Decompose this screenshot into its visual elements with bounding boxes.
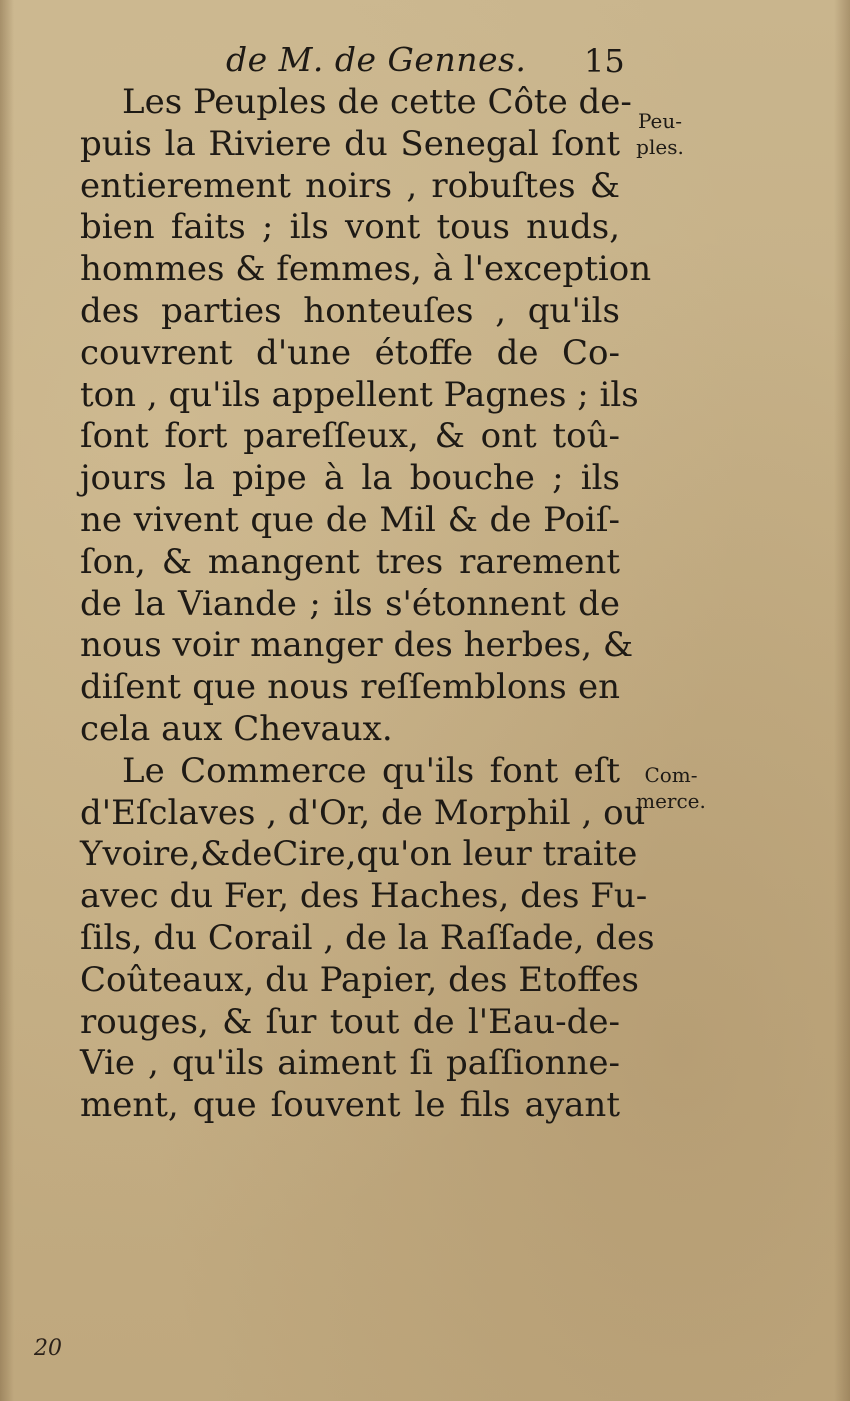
text-line: ment, que ſouvent le fils ayant (80, 1085, 620, 1126)
text-line: entierement noirs , robuſtes & (80, 165, 620, 206)
text-line: Yvoire,&deCire,qu'on leur traite (80, 834, 638, 875)
running-head: de M. de Gennes. (226, 40, 527, 79)
text-line: Les Peuples de cette Côte de- (122, 82, 632, 122)
text-line: Vie , qu'ils aiment ſi paſſionne- (80, 1043, 620, 1084)
text-line: ne vivent que de Mil & de Poiſ- (80, 499, 620, 540)
page-edge-right (834, 0, 850, 1401)
text-line: jours la pipe à la bouche ; ils (80, 458, 620, 499)
text-line: Coûteaux, du Papier, des Etoffes (80, 959, 639, 1000)
text-line: rouges, & ſur tout de l'Eau-de- (80, 1001, 620, 1042)
margin-note-line: merce. (636, 789, 706, 813)
text-line: nous voir manger des herbes, & (80, 625, 634, 666)
margin-note-commerce (632, 762, 710, 814)
text-line: couvrent d'une étoffe de Co- (80, 332, 620, 373)
text-line: hommes & femmes, à l'exception (80, 249, 652, 290)
text-line: ſils, du Corail , de la Raſſade, des (80, 917, 655, 958)
text-line: ſont fort pareſſeux, & ont toû- (80, 416, 620, 457)
body-text (80, 82, 655, 1127)
margin-note-line: Peu- (637, 109, 683, 133)
text-line: cela aux Chevaux. (80, 708, 393, 749)
text-line: des parties honteuſes , qu'ils (80, 290, 620, 331)
text-line: diſent que nous reſſemblons en (80, 667, 620, 708)
page-number: 15 (584, 42, 625, 80)
margin-note-line: Com- (644, 763, 698, 787)
text-line: d'Eſclaves , d'Or, de Morphil , ou (80, 792, 646, 833)
text-line: de la Viande ; ils s'étonnent de (80, 583, 620, 624)
text-line: avec du Fer, des Haches, des Fu- (80, 876, 648, 917)
text-line: ton , qu'ils appellent Pagnes ; ils (80, 374, 639, 415)
text-line: puis la Riviere du Senegal ſont (80, 123, 620, 164)
signature-mark: 20 (34, 1336, 62, 1361)
text-line: ſon, & mangent tres rarement (80, 541, 620, 582)
text-line: Le Commerce qu'ils font eſt (122, 750, 620, 791)
margin-note-peuples (628, 108, 692, 160)
margin-note-line: ples. (636, 135, 684, 159)
text-line: bien faits ; ils vont tous nuds, (80, 207, 620, 248)
page-edge-left (0, 0, 14, 1401)
